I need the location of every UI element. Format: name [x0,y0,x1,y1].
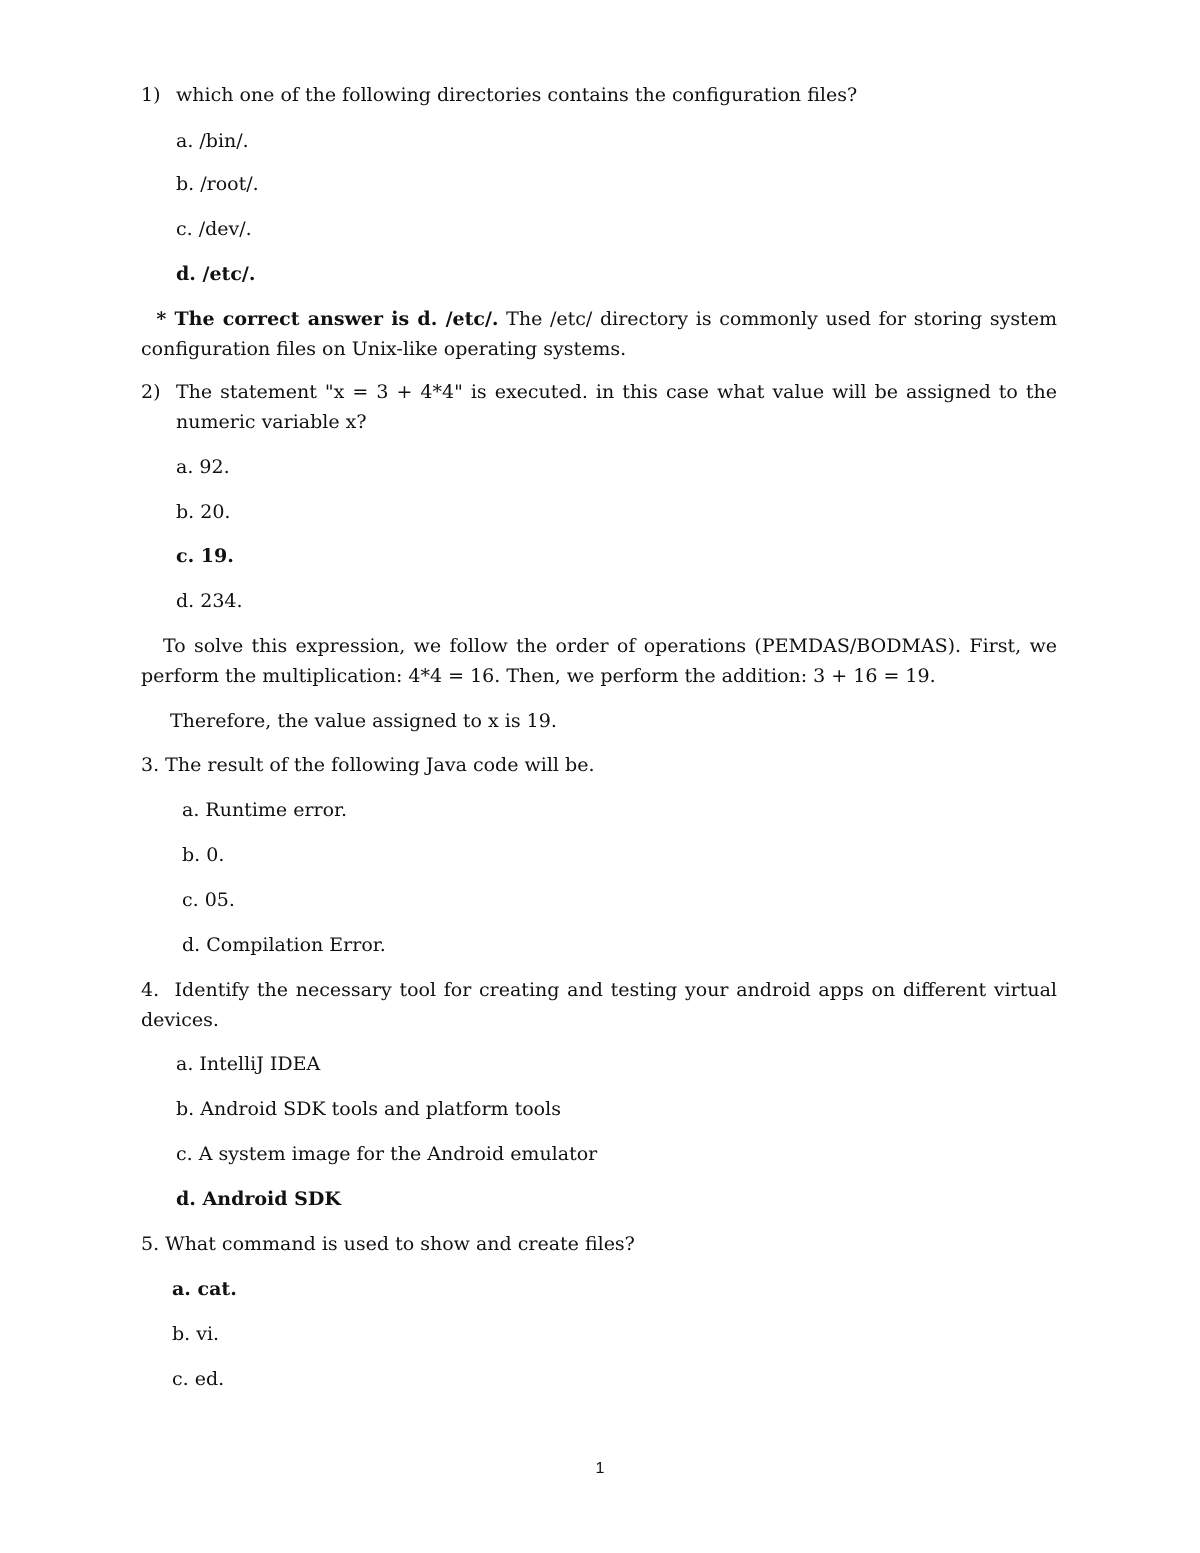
question-2-option-c: c. 19. [176,545,234,567]
explanation-text: The /etc/ directory is commonly used for storing system configuration files on Unix-like operating systems. [141,308,1057,360]
question-2-option-d: d. 234. [176,590,243,612]
question-1-number: 1) [141,84,161,106]
question-5-option-a: a. cat. [172,1278,237,1300]
question-5-text: 5. What command is used to show and create files? [141,1233,635,1255]
question-1-option-c: c. /dev/. [176,218,252,240]
page-number: 1 [595,1460,605,1477]
question-3-option-b: b. 0. [182,844,225,866]
question-4-option-c: c. A system image for the Android emulator [176,1143,598,1165]
question-2-conclusion: Therefore, the value assigned to x is 19. [170,710,557,732]
question-1-text: which one of the following directories contains the configuration files? [176,84,858,106]
question-3-option-d: d. Compilation Error. [182,934,386,956]
question-2-number: 2) [141,381,161,403]
question-3-text: 3. The result of the following Java code will be. [141,754,595,776]
question-1-explanation [141,304,1057,364]
question-4-text: 4. Identify the necessary tool for creating and testing your android apps on different virtual devices. [141,979,1064,1031]
question-5-option-b: b. vi. [172,1323,220,1345]
question-1-option-b: b. /root/. [176,173,259,195]
question-5-option-c: c. ed. [172,1368,225,1390]
question-2-explanation: To solve this expression, we follow the order of operations (PEMDAS/BODMAS). First, we perform the multiplication: 4*4 = 16. Then, we perform the addition: 3 + 16 = 19. [141,635,1057,687]
question-3-option-a: a. Runtime error. [182,799,348,821]
question-3-option-c: c. 05. [182,889,235,911]
correct-answer-label: * The correct answer is d. /etc/. [156,308,499,330]
question-1-option-a: a. /bin/. [176,130,249,152]
question-2-option-a: a. 92. [176,456,230,478]
question-4-option-a: a. IntelliJ IDEA [176,1053,321,1075]
question-1-option-d: d. /etc/. [176,263,256,285]
question-4-option-b: b. Android SDK tools and platform tools [176,1098,561,1120]
question-4-option-d: d. Android SDK [176,1188,341,1210]
question-2-text: The statement "x = 3 + 4*4" is executed. in this case what value will be assigned to the numeric variable x? [176,381,1057,433]
question-2-option-b: b. 20. [176,501,231,523]
